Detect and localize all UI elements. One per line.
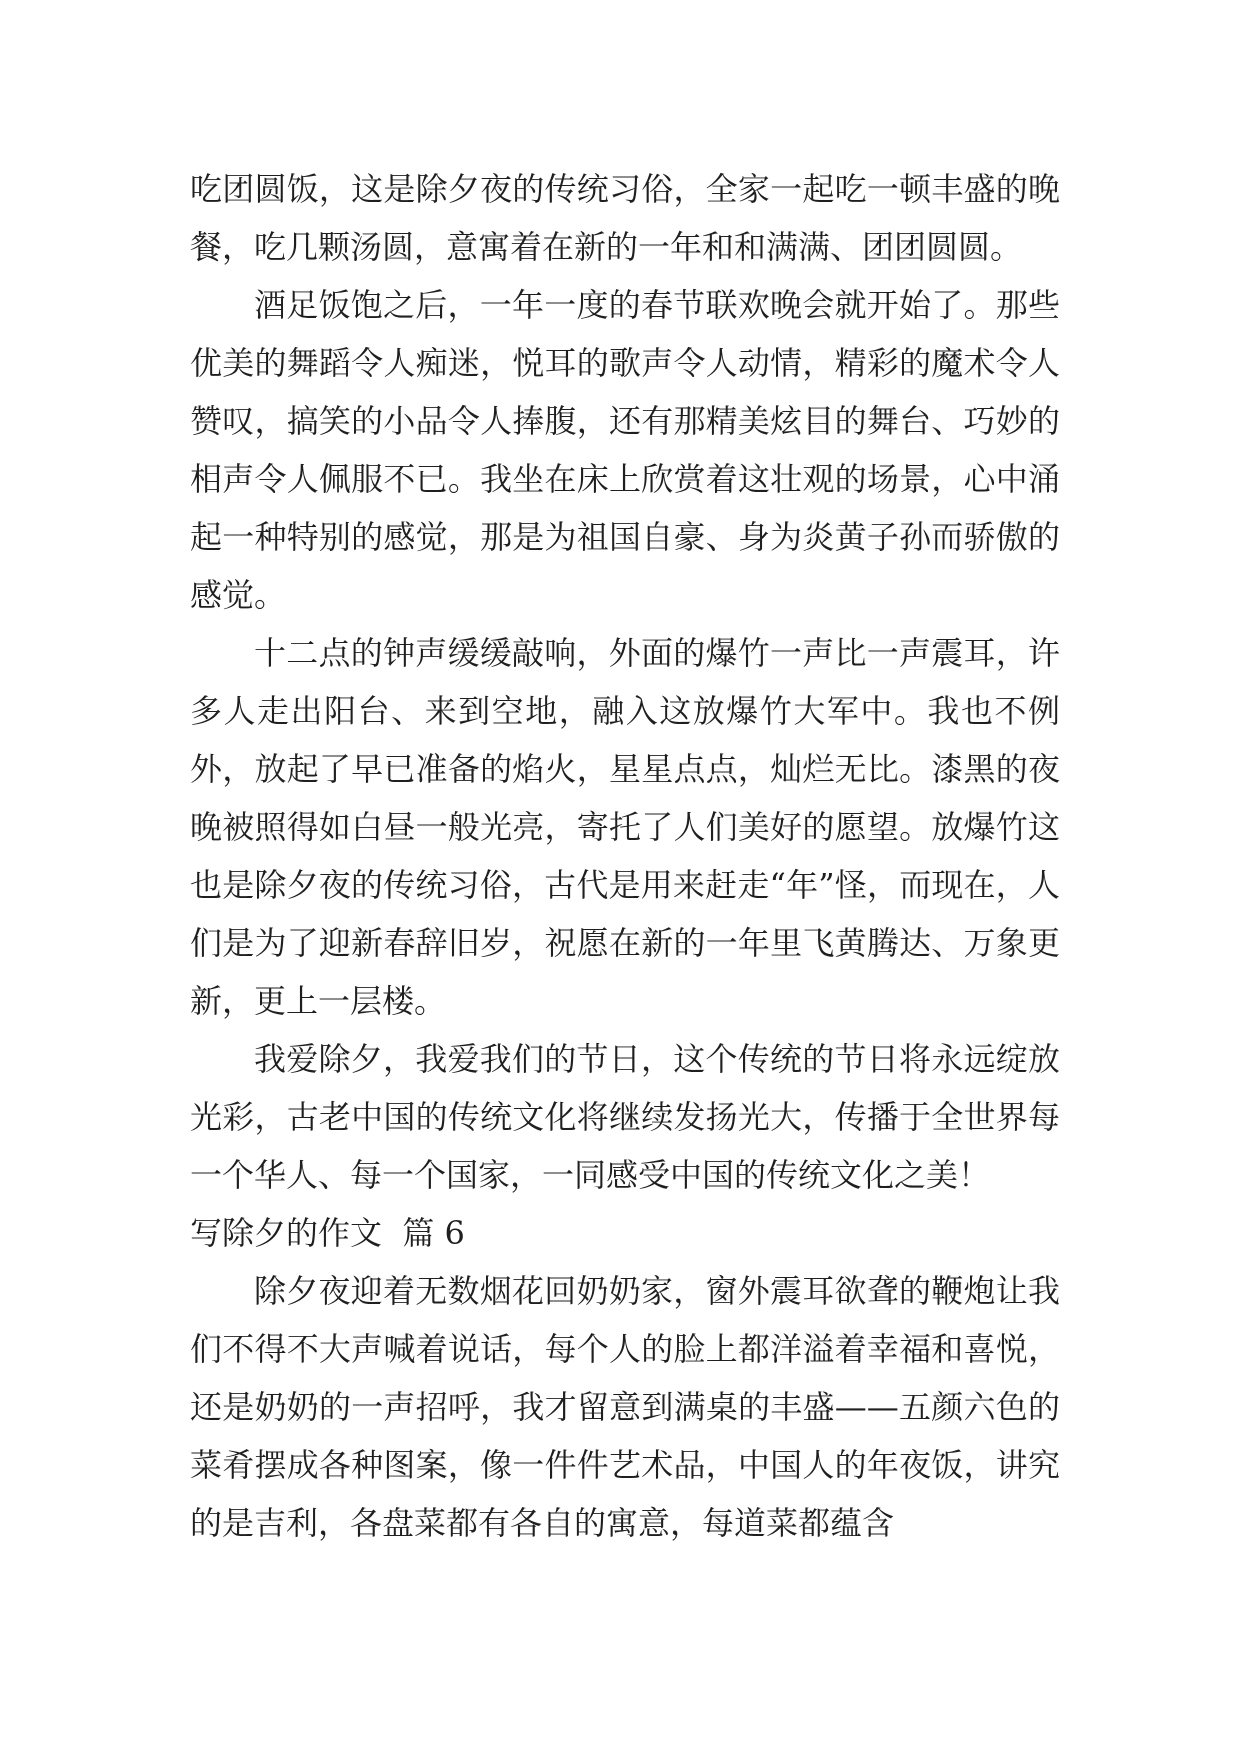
section-heading: 写除夕的作文 篇 6 xyxy=(190,1214,465,1252)
document-body xyxy=(190,160,1060,1552)
paragraph-3: 十二点的钟声缓缓敲响，外面的爆竹一声比一声震耳，许多人走出阳台、来到空地，融入这放爆竹大军中。我也不例外，放起了早已准备的焰火，星星点点，灿烂无比。漆黑的夜晚被照得如白昼一般光亮，寄托了人们美好的愿望。放爆竹这也是除夕夜的传统习俗，古代是用来赶走“年”怪，而现在，人们是为了迎新春辞旧岁，祝愿在新的一年里飞黄腾达、万象更新，更上一层楼。 xyxy=(190,634,1060,1020)
paragraph-5: 除夕夜迎着无数烟花回奶奶家，窗外震耳欲聋的鞭炮让我们不得不大声喊着说话，每个人的脸上都洋溢着幸福和喜悦，还是奶奶的一声招呼，我才留意到满桌的丰盛——五颜六色的菜肴摆成各种图案，像一件件艺术品，中国人的年夜饭，讲究的是吉利，各盘菜都有各自的寓意，每道菜都蕴含 xyxy=(190,1272,1060,1542)
paragraph-2: 酒足饭饱之后，一年一度的春节联欢晚会就开始了。那些优美的舞蹈令人痴迷，悦耳的歌声令人动情，精彩的魔术令人赞叹，搞笑的小品令人捧腹，还有那精美炫目的舞台、巧妙的相声令人佩服不已。我坐在床上欣赏着这壮观的场景，心中涌起一种特别的感觉，那是为祖国自豪、身为炎黄子孙而骄傲的感觉。 xyxy=(190,286,1060,614)
paragraph-4: 我爱除夕，我爱我们的节日，这个传统的节日将永远绽放光彩，古老中国的传统文化将继续发扬光大，传播于全世界每一个华人、每一个国家，一同感受中国的传统文化之美！ xyxy=(190,1040,1060,1194)
paragraph-1: 吃团圆饭，这是除夕夜的传统习俗，全家一起吃一顿丰盛的晚餐，吃几颗汤圆，意寓着在新的一年和和满满、团团圆圆。 xyxy=(190,170,1060,266)
